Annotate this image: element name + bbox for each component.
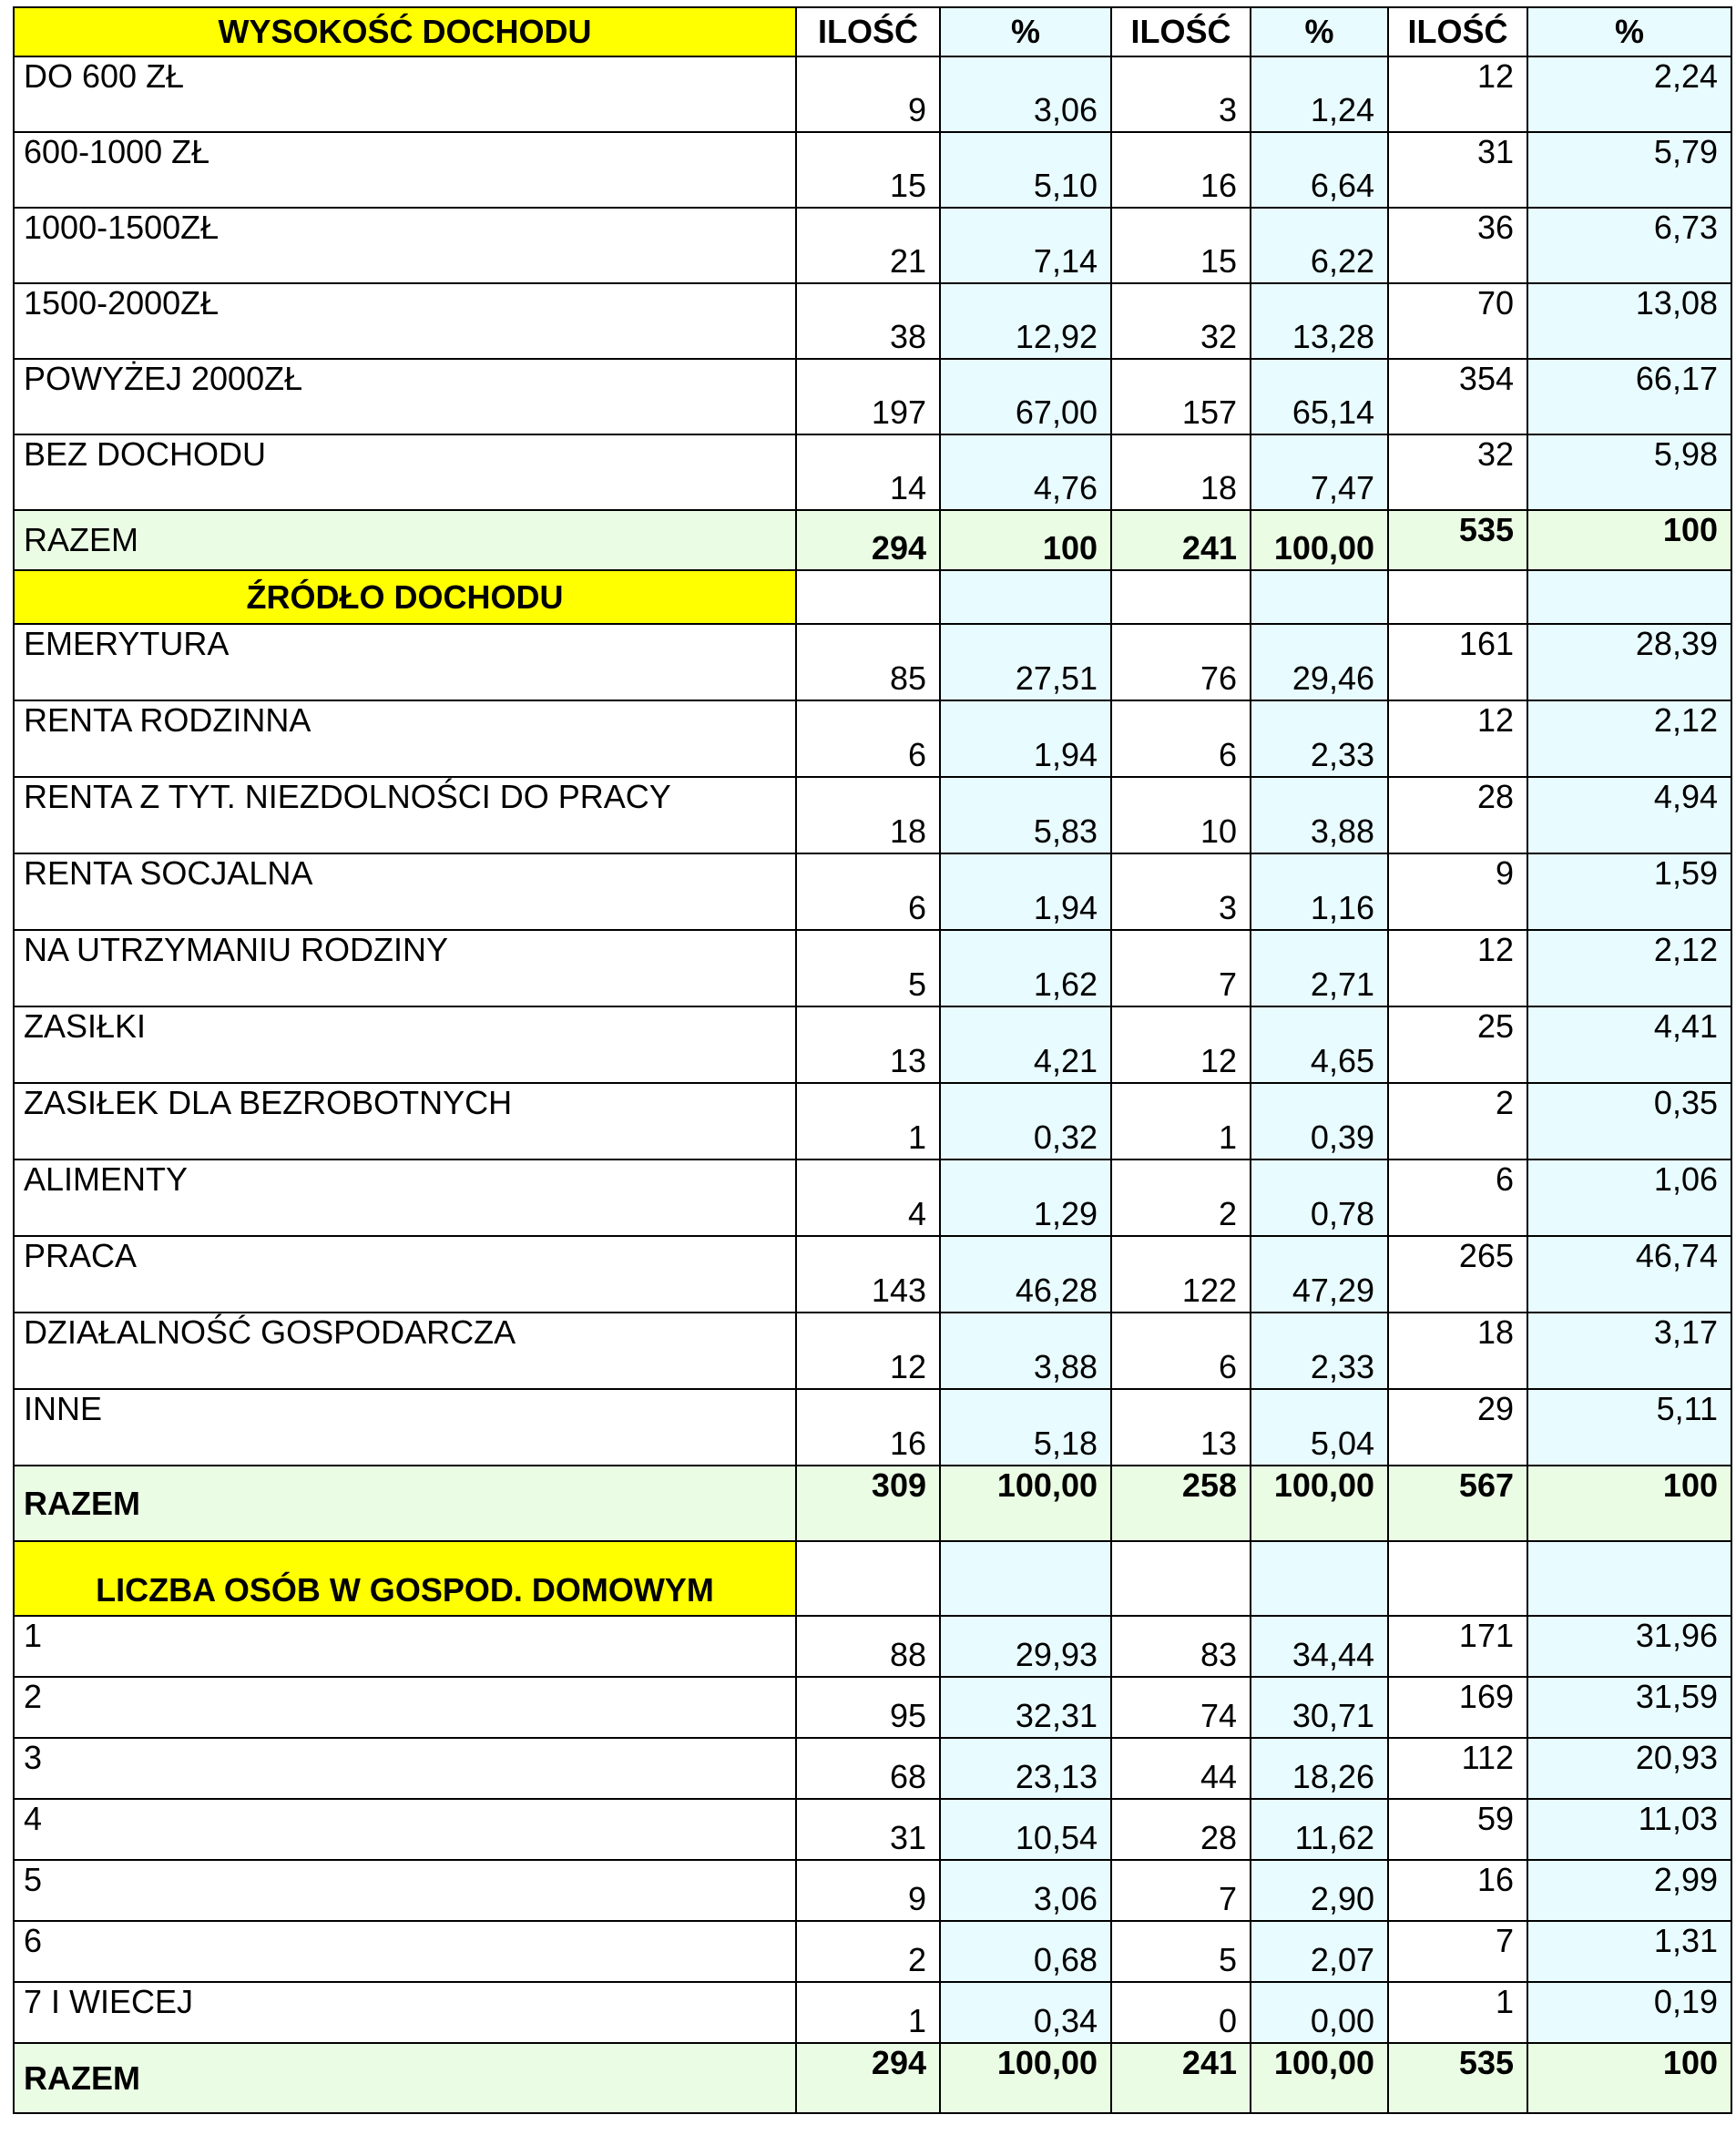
count-cell-1: 6 — [796, 853, 940, 930]
count-cell-3: 161 — [1388, 624, 1527, 700]
count-cell-1: 95 — [796, 1677, 940, 1738]
count-cell-1: 13 — [796, 1006, 940, 1083]
table-row — [14, 56, 1731, 132]
percent-cell-3: 5,11 — [1527, 1389, 1731, 1466]
row-label: BEZ DOCHODU — [14, 434, 796, 510]
percent-cell-3: 11,03 — [1527, 1799, 1731, 1860]
percent-cell-1: 0,32 — [940, 1083, 1111, 1159]
row-label: RAZEM — [14, 1466, 796, 1541]
percent-cell-2: 3,88 — [1251, 777, 1388, 853]
count-cell-3: 12 — [1388, 930, 1527, 1006]
empty-cell — [1527, 570, 1731, 624]
percent-cell-1: 29,93 — [940, 1616, 1111, 1677]
count-cell-1: 197 — [796, 359, 940, 434]
percent-cell-1: 3,88 — [940, 1313, 1111, 1389]
col-header-pct-1: % — [940, 7, 1111, 56]
percent-cell-1: 4,21 — [940, 1006, 1111, 1083]
count-cell-1: 38 — [796, 283, 940, 359]
count-cell-1: 14 — [796, 434, 940, 510]
table-row — [14, 1616, 1731, 1677]
percent-cell-1: 0,34 — [940, 1982, 1111, 2043]
count-cell-2: 83 — [1111, 1616, 1251, 1677]
row-label: POWYŻEJ 2000ZŁ — [14, 359, 796, 434]
row-label: DZIAŁALNOŚĆ GOSPODARCZA — [14, 1313, 796, 1389]
count-cell-1: 6 — [796, 700, 940, 777]
count-cell-2: 76 — [1111, 624, 1251, 700]
empty-cell — [1388, 1541, 1527, 1616]
percent-cell-2: 2,33 — [1251, 1313, 1388, 1389]
count-cell-3: 169 — [1388, 1677, 1527, 1738]
count-cell-1: 2 — [796, 1921, 940, 1982]
empty-cell — [796, 570, 940, 624]
row-label: INNE — [14, 1389, 796, 1466]
row-label: 1000-1500ZŁ — [14, 208, 796, 283]
count-cell-3: 535 — [1388, 510, 1527, 570]
percent-cell-2: 29,46 — [1251, 624, 1388, 700]
empty-cell — [1388, 570, 1527, 624]
percent-cell-3: 31,59 — [1527, 1677, 1731, 1738]
count-cell-3: 1 — [1388, 1982, 1527, 2043]
count-cell-1: 143 — [796, 1236, 940, 1313]
count-cell-1: 309 — [796, 1466, 940, 1541]
percent-cell-1: 46,28 — [940, 1236, 1111, 1313]
percent-cell-1: 0,68 — [940, 1921, 1111, 1982]
percent-cell-2: 100,00 — [1251, 510, 1388, 570]
percent-cell-1: 1,94 — [940, 700, 1111, 777]
table-row — [14, 1006, 1731, 1083]
percent-cell-2: 2,90 — [1251, 1860, 1388, 1921]
percent-cell-1: 3,06 — [940, 1860, 1111, 1921]
percent-cell-3: 20,93 — [1527, 1738, 1731, 1799]
percent-cell-2: 34,44 — [1251, 1616, 1388, 1677]
percent-cell-1: 10,54 — [940, 1799, 1111, 1860]
percent-cell-2: 100,00 — [1251, 1466, 1388, 1541]
percent-cell-2: 1,24 — [1251, 56, 1388, 132]
count-cell-1: 1 — [796, 1982, 940, 2043]
percent-cell-2: 4,65 — [1251, 1006, 1388, 1083]
empty-cell — [1251, 570, 1388, 624]
percent-cell-3: 28,39 — [1527, 624, 1731, 700]
count-cell-1: 15 — [796, 132, 940, 208]
table-row — [14, 1738, 1731, 1799]
count-cell-2: 15 — [1111, 208, 1251, 283]
table-row — [14, 700, 1731, 777]
col-header-pct-2: % — [1251, 7, 1388, 56]
percent-cell-3: 100 — [1527, 1466, 1731, 1541]
table-row — [14, 1313, 1731, 1389]
percent-cell-3: 5,98 — [1527, 434, 1731, 510]
empty-cell — [1527, 1541, 1731, 1616]
percent-cell-1: 1,94 — [940, 853, 1111, 930]
percent-cell-2: 2,33 — [1251, 700, 1388, 777]
percent-cell-2: 2,71 — [1251, 930, 1388, 1006]
percent-cell-1: 1,62 — [940, 930, 1111, 1006]
percent-cell-3: 4,41 — [1527, 1006, 1731, 1083]
count-cell-2: 2 — [1111, 1159, 1251, 1236]
section-title-income-source-row — [14, 570, 1731, 624]
row-label: PRACA — [14, 1236, 796, 1313]
count-cell-3: 6 — [1388, 1159, 1527, 1236]
row-label: 600-1000 ZŁ — [14, 132, 796, 208]
percent-cell-1: 23,13 — [940, 1738, 1111, 1799]
count-cell-3: 7 — [1388, 1921, 1527, 1982]
count-cell-1: 294 — [796, 510, 940, 570]
table-row — [14, 132, 1731, 208]
row-label: 6 — [14, 1921, 796, 1982]
table-row — [14, 777, 1731, 853]
percent-cell-1: 4,76 — [940, 434, 1111, 510]
count-cell-3: 12 — [1388, 56, 1527, 132]
percent-cell-1: 100,00 — [940, 2043, 1111, 2113]
row-label: NA UTRZYMANIU RODZINY — [14, 930, 796, 1006]
total-row-household-size — [14, 2043, 1731, 2113]
percent-cell-1: 5,83 — [940, 777, 1111, 853]
count-cell-3: 354 — [1388, 359, 1527, 434]
count-cell-1: 294 — [796, 2043, 940, 2113]
table-row — [14, 1236, 1731, 1313]
percent-cell-2: 100,00 — [1251, 2043, 1388, 2113]
section-title-household-size: LICZBA OSÓB W GOSPOD. DOMOWYM — [14, 1541, 796, 1616]
col-header-count-3: ILOŚĆ — [1388, 7, 1527, 56]
percent-cell-3: 6,73 — [1527, 208, 1731, 283]
count-cell-2: 3 — [1111, 853, 1251, 930]
row-label: ALIMENTY — [14, 1159, 796, 1236]
row-label: RAZEM — [14, 2043, 796, 2113]
count-cell-1: 9 — [796, 1860, 940, 1921]
empty-cell — [796, 1541, 940, 1616]
count-cell-3: 36 — [1388, 208, 1527, 283]
count-cell-3: 12 — [1388, 700, 1527, 777]
section-title-income-source: ŹRÓDŁO DOCHODU — [14, 570, 796, 624]
count-cell-1: 4 — [796, 1159, 940, 1236]
count-cell-1: 12 — [796, 1313, 940, 1389]
count-cell-2: 5 — [1111, 1921, 1251, 1982]
table-row — [14, 1083, 1731, 1159]
count-cell-2: 0 — [1111, 1982, 1251, 2043]
percent-cell-3: 31,96 — [1527, 1616, 1731, 1677]
percent-cell-3: 2,24 — [1527, 56, 1731, 132]
count-cell-1: 1 — [796, 1083, 940, 1159]
row-label: RAZEM — [14, 510, 796, 570]
percent-cell-2: 7,47 — [1251, 434, 1388, 510]
total-row-income-source — [14, 1466, 1731, 1541]
percent-cell-1: 67,00 — [940, 359, 1111, 434]
percent-cell-3: 5,79 — [1527, 132, 1731, 208]
count-cell-3: 265 — [1388, 1236, 1527, 1313]
count-cell-2: 1 — [1111, 1083, 1251, 1159]
count-cell-3: 567 — [1388, 1466, 1527, 1541]
empty-cell — [1111, 570, 1251, 624]
income-statistics-sheet — [13, 6, 1731, 2114]
table-row — [14, 283, 1731, 359]
count-cell-2: 18 — [1111, 434, 1251, 510]
row-label: 7 I WIECEJ — [14, 1982, 796, 2043]
row-label: 2 — [14, 1677, 796, 1738]
count-cell-2: 32 — [1111, 283, 1251, 359]
percent-cell-1: 1,29 — [940, 1159, 1111, 1236]
count-cell-2: 258 — [1111, 1466, 1251, 1541]
percent-cell-1: 12,92 — [940, 283, 1111, 359]
empty-cell — [1251, 1541, 1388, 1616]
count-cell-3: 171 — [1388, 1616, 1527, 1677]
table-row — [14, 1921, 1731, 1982]
count-cell-3: 70 — [1388, 283, 1527, 359]
percent-cell-3: 4,94 — [1527, 777, 1731, 853]
col-header-count-2: ILOŚĆ — [1111, 7, 1251, 56]
count-cell-2: 13 — [1111, 1389, 1251, 1466]
count-cell-1: 9 — [796, 56, 940, 132]
section-title-income-level: WYSOKOŚĆ DOCHODU — [14, 7, 796, 56]
row-label: 1 — [14, 1616, 796, 1677]
count-cell-3: 535 — [1388, 2043, 1527, 2113]
percent-cell-1: 32,31 — [940, 1677, 1111, 1738]
header-row — [14, 7, 1731, 56]
count-cell-2: 28 — [1111, 1799, 1251, 1860]
table-row — [14, 1982, 1731, 2043]
row-label: 5 — [14, 1860, 796, 1921]
table-row — [14, 1677, 1731, 1738]
row-label: DO 600 ZŁ — [14, 56, 796, 132]
percent-cell-3: 1,59 — [1527, 853, 1731, 930]
count-cell-2: 10 — [1111, 777, 1251, 853]
count-cell-3: 59 — [1388, 1799, 1527, 1860]
percent-cell-2: 18,26 — [1251, 1738, 1388, 1799]
row-label: ZASIŁEK DLA BEZROBOTNYCH — [14, 1083, 796, 1159]
count-cell-2: 7 — [1111, 930, 1251, 1006]
count-cell-3: 2 — [1388, 1083, 1527, 1159]
percent-cell-3: 0,35 — [1527, 1083, 1731, 1159]
percent-cell-2: 6,22 — [1251, 208, 1388, 283]
percent-cell-2: 65,14 — [1251, 359, 1388, 434]
percent-cell-1: 100,00 — [940, 1466, 1111, 1541]
empty-cell — [940, 570, 1111, 624]
table-row — [14, 359, 1731, 434]
percent-cell-3: 3,17 — [1527, 1313, 1731, 1389]
percent-cell-2: 47,29 — [1251, 1236, 1388, 1313]
count-cell-1: 85 — [796, 624, 940, 700]
table-row — [14, 1799, 1731, 1860]
table-row — [14, 434, 1731, 510]
percent-cell-3: 46,74 — [1527, 1236, 1731, 1313]
count-cell-2: 7 — [1111, 1860, 1251, 1921]
percent-cell-3: 13,08 — [1527, 283, 1731, 359]
col-header-count-1: ILOŚĆ — [796, 7, 940, 56]
count-cell-2: 6 — [1111, 700, 1251, 777]
row-label: EMERYTURA — [14, 624, 796, 700]
col-header-pct-3: % — [1527, 7, 1731, 56]
count-cell-1: 21 — [796, 208, 940, 283]
percent-cell-3: 100 — [1527, 510, 1731, 570]
table-row — [14, 1389, 1731, 1466]
count-cell-1: 5 — [796, 930, 940, 1006]
table-row — [14, 930, 1731, 1006]
count-cell-2: 241 — [1111, 510, 1251, 570]
percent-cell-3: 2,12 — [1527, 700, 1731, 777]
percent-cell-3: 2,99 — [1527, 1860, 1731, 1921]
percent-cell-3: 100 — [1527, 2043, 1731, 2113]
percent-cell-2: 0,39 — [1251, 1083, 1388, 1159]
row-label: ZASIŁKI — [14, 1006, 796, 1083]
percent-cell-2: 13,28 — [1251, 283, 1388, 359]
row-label: RENTA Z TYT. NIEZDOLNOŚCI DO PRACY — [14, 777, 796, 853]
count-cell-2: 3 — [1111, 56, 1251, 132]
count-cell-2: 122 — [1111, 1236, 1251, 1313]
percent-cell-2: 2,07 — [1251, 1921, 1388, 1982]
row-label: RENTA SOCJALNA — [14, 853, 796, 930]
count-cell-2: 241 — [1111, 2043, 1251, 2113]
count-cell-2: 157 — [1111, 359, 1251, 434]
percent-cell-3: 0,19 — [1527, 1982, 1731, 2043]
percent-cell-2: 11,62 — [1251, 1799, 1388, 1860]
count-cell-3: 9 — [1388, 853, 1527, 930]
percent-cell-1: 100 — [940, 510, 1111, 570]
percent-cell-3: 66,17 — [1527, 359, 1731, 434]
section-title-household-size-row — [14, 1541, 1731, 1616]
row-label: 3 — [14, 1738, 796, 1799]
percent-cell-1: 7,14 — [940, 208, 1111, 283]
row-label: 1500-2000ZŁ — [14, 283, 796, 359]
count-cell-3: 31 — [1388, 132, 1527, 208]
count-cell-3: 28 — [1388, 777, 1527, 853]
count-cell-2: 74 — [1111, 1677, 1251, 1738]
percent-cell-2: 6,64 — [1251, 132, 1388, 208]
empty-cell — [940, 1541, 1111, 1616]
count-cell-2: 16 — [1111, 132, 1251, 208]
percent-cell-3: 2,12 — [1527, 930, 1731, 1006]
total-row-income-level — [14, 510, 1731, 570]
count-cell-3: 18 — [1388, 1313, 1527, 1389]
percent-cell-1: 5,10 — [940, 132, 1111, 208]
table-row — [14, 208, 1731, 283]
table-row — [14, 1860, 1731, 1921]
percent-cell-1: 3,06 — [940, 56, 1111, 132]
row-label: RENTA RODZINNA — [14, 700, 796, 777]
count-cell-1: 88 — [796, 1616, 940, 1677]
count-cell-3: 32 — [1388, 434, 1527, 510]
count-cell-1: 68 — [796, 1738, 940, 1799]
table-row — [14, 624, 1731, 700]
percent-cell-1: 27,51 — [940, 624, 1111, 700]
percent-cell-3: 1,31 — [1527, 1921, 1731, 1982]
percent-cell-3: 1,06 — [1527, 1159, 1731, 1236]
income-statistics-table — [13, 6, 1732, 2114]
table-row — [14, 853, 1731, 930]
count-cell-3: 29 — [1388, 1389, 1527, 1466]
count-cell-1: 31 — [796, 1799, 940, 1860]
count-cell-2: 44 — [1111, 1738, 1251, 1799]
table-row — [14, 1159, 1731, 1236]
percent-cell-2: 1,16 — [1251, 853, 1388, 930]
count-cell-3: 112 — [1388, 1738, 1527, 1799]
empty-cell — [1111, 1541, 1251, 1616]
percent-cell-2: 0,78 — [1251, 1159, 1388, 1236]
row-label: 4 — [14, 1799, 796, 1860]
count-cell-3: 25 — [1388, 1006, 1527, 1083]
percent-cell-2: 0,00 — [1251, 1982, 1388, 2043]
count-cell-2: 12 — [1111, 1006, 1251, 1083]
count-cell-1: 16 — [796, 1389, 940, 1466]
count-cell-1: 18 — [796, 777, 940, 853]
count-cell-3: 16 — [1388, 1860, 1527, 1921]
percent-cell-2: 5,04 — [1251, 1389, 1388, 1466]
count-cell-2: 6 — [1111, 1313, 1251, 1389]
percent-cell-2: 30,71 — [1251, 1677, 1388, 1738]
percent-cell-1: 5,18 — [940, 1389, 1111, 1466]
